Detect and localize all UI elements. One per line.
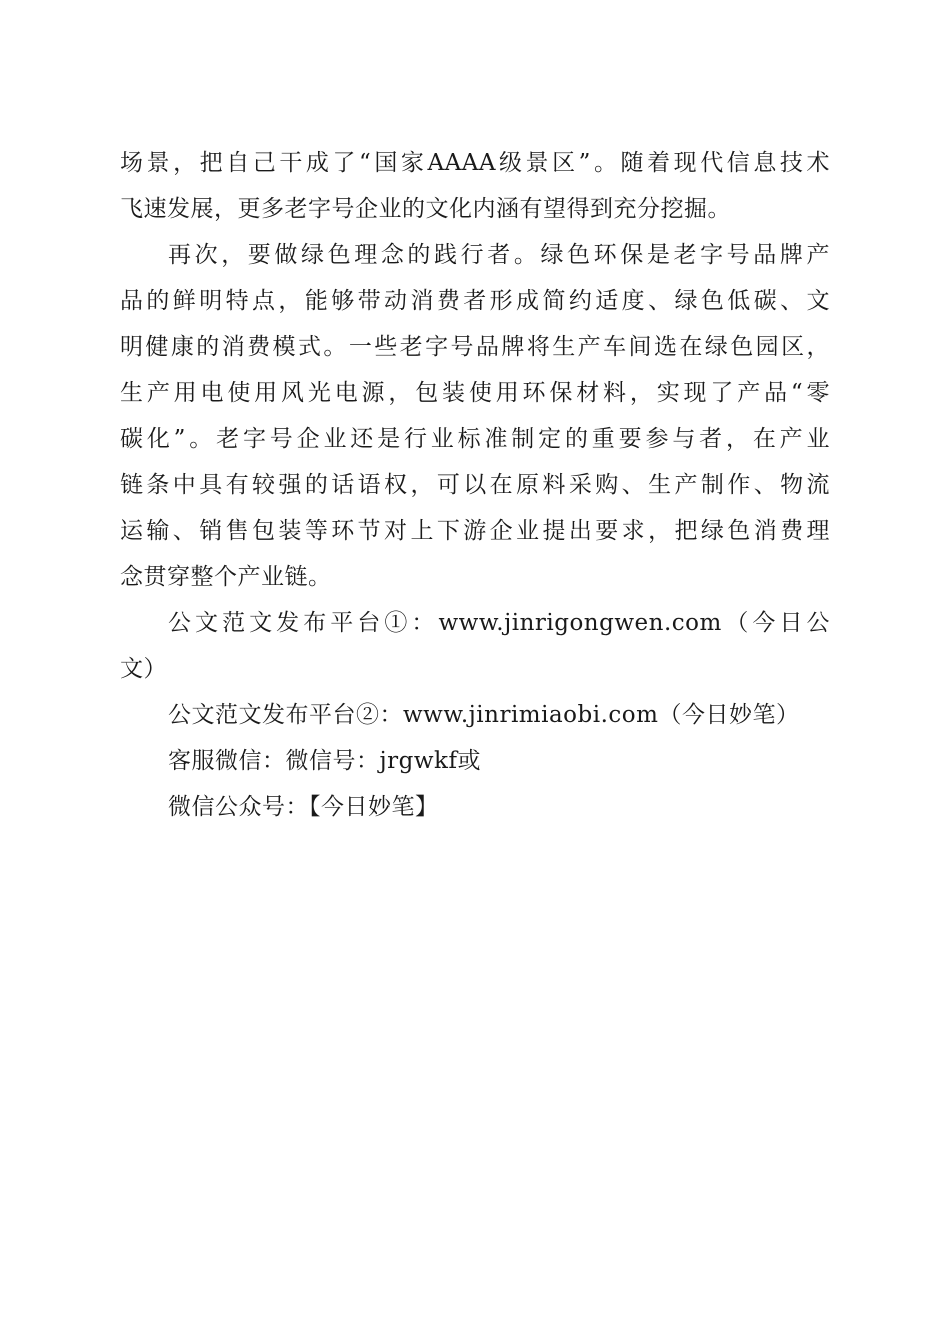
text-line: 公文范文发布平台②：www.jinrimiaobi.com（今日妙笔）: [168, 702, 800, 728]
text-line: 客服微信：微信号：jrgwkf或: [168, 748, 481, 774]
text-line: 品的鲜明特点，能够带动消费者形成简约适度、绿色低碳、文: [120, 288, 830, 314]
text-line: 念贯穿整个产业链。: [120, 564, 332, 590]
text-line: 生产用电使用风光电源，包装使用环保材料，实现了产品“零: [120, 380, 830, 406]
customer-service-wechat: [120, 738, 830, 784]
text-line: 碳化”。老字号企业还是行业标准制定的重要参与者，在产业: [120, 426, 830, 452]
text-line: 明健康的消费模式。一些老字号品牌将生产车间选在绿色园区，: [120, 334, 830, 360]
text-line: 链条中具有较强的话语权，可以在原料采购、生产制作、物流: [120, 472, 830, 498]
wechat-official-account: [120, 784, 830, 830]
text-line: 微信公众号：【今日妙笔】: [168, 794, 439, 820]
text-line: 飞速发展，更多老字号企业的文化内涵有望得到充分挖掘。: [120, 196, 731, 222]
document-body: [120, 140, 830, 830]
paragraph-green-concept: [120, 232, 830, 600]
platform-notice-2: [120, 692, 830, 738]
text-line: 公文范文发布平台①：www.jinrigongwen.com（今日公: [168, 610, 830, 636]
paragraph-continuation: [120, 140, 830, 232]
text-line: 文）: [120, 656, 167, 682]
platform-notice-1: [120, 600, 830, 692]
text-line: 场景，把自己干成了“国家AAAA级景区”。随着现代信息技术: [120, 150, 830, 176]
text-line: 运输、销售包装等环节对上下游企业提出要求，把绿色消费理: [120, 518, 830, 544]
text-line: 再次，要做绿色理念的践行者。绿色环保是老字号品牌产: [168, 242, 830, 268]
